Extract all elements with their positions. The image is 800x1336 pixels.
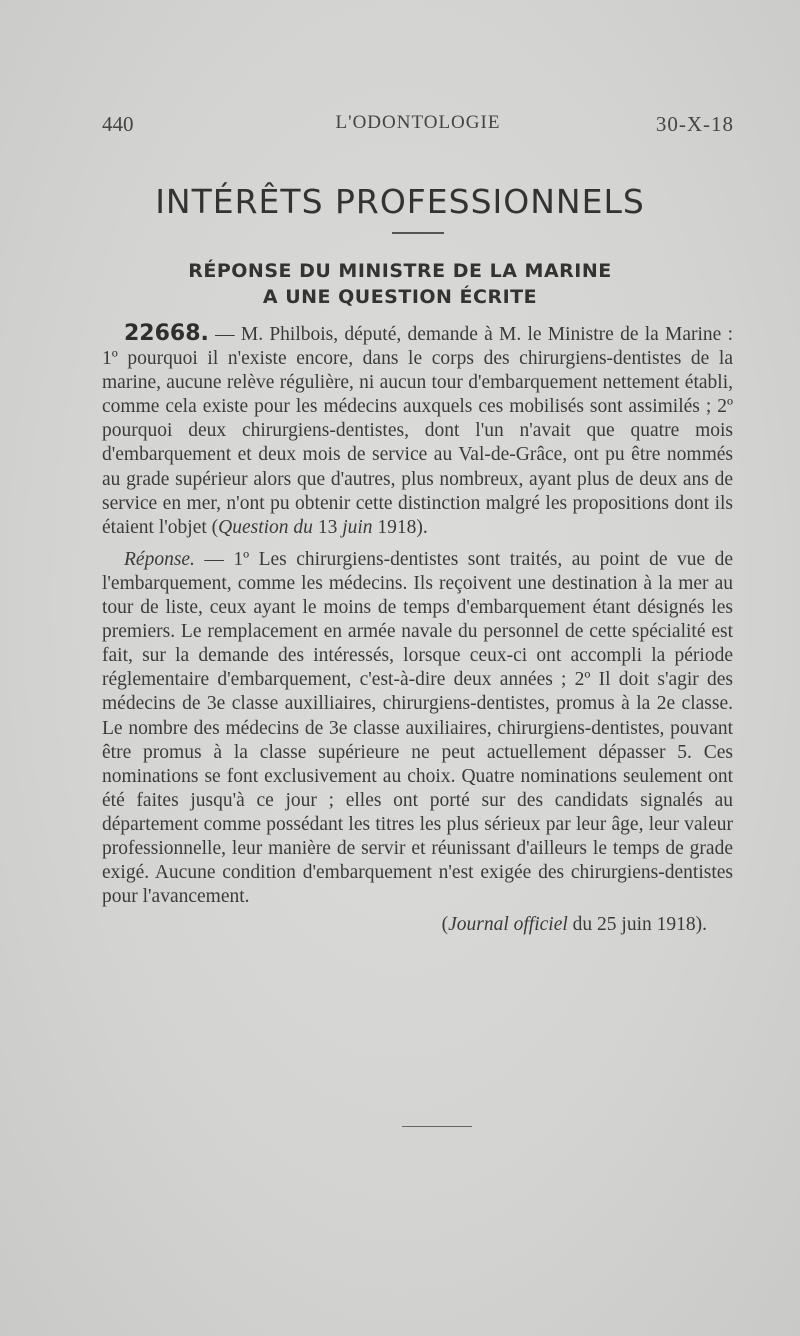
answer-text: — 1º Les chirurgiens-dentistes sont traités, au point de vue de l'embarquement, comme les médecins. Ils reçoivent une destination à la mer au tour de liste, ceux ayant le moins de temps d'embarquement étant désignés les premiers. Le remplacement en armée navale du personnel de cette spécialité est fait, sur la demande des intéressés, lorsque ceux-ci ont accompli la période réglementaire d'embarquement, c'est-à-dire deux années ; 2º Il doit s'agir des médecins de 3e classe auxilliaires, chirurgiens-dentistes, promus à la 2e classe. Le nombre des médecins de 3e classe auxiliaires, chirurgiens-dentistes, pouvant être promus à la classe supérieure ne peut actuellement dépasser 5. Ces nominations se font exclusivement au choix. Quatre nominations seulement ont été faites jusqu'à ce jour ; elles ont porté sur des candidats signalés au département comme possédant les titres les plus sérieux par leur âge, leur valeur professionnelle, leur manière de servir et réunissant d'ailleurs le temps de grade exigé. Aucune condition d'embarquement n'est exigée des chirurgiens-dentistes pour l'avancement. (102, 548, 733, 908)
title-divider (392, 232, 444, 234)
question-text: — M. Philbois, député, demande à M. le Ministre de la Marine : 1º pourquoi il n'existe encore, dans le corps des chirurgiens-dentistes de la marine, aucune relève régulière, ni aucun tour d'embarquement nettement établi, comme cela existe pour les médecins auxquels ces mobilisés sont assimilés ; 2º pourquoi deux chirurgiens-dentistes, dont l'un n'avait que quatre mois d'embarquement et deux mois de service au Val-de-Grâce, ont pu être nommés au grade supérieur alors que d'autres, plus nombreux, ayant plus de deux ans de service en mer, n'ont pu obtenir cette distinction malgré les propositions dont ils étaient l'objet (102, 324, 733, 538)
running-header (102, 112, 734, 136)
subtitle-line-1: RÉPONSE DU MINISTRE DE LA MARINE (188, 260, 612, 282)
issue-date: 30-X-18 (655, 112, 734, 136)
page-number: 440 (102, 112, 134, 136)
answer-paragraph (102, 548, 733, 909)
question-citation: (Question du 13 juin 1918). (211, 516, 428, 538)
journal-title: L'ODONTOLOGIE (335, 112, 501, 133)
article-body (102, 322, 733, 937)
end-divider (402, 1126, 472, 1127)
source-citation: (Journal officiel du 25 juin 1918). (441, 914, 707, 936)
source-journal: Journal officiel (448, 914, 568, 936)
answer-label: Réponse. (124, 548, 195, 570)
subtitle-line-2: A UNE QUESTION ÉCRITE (262, 286, 538, 308)
section-title: INTÉRÊTS PROFESSIONNELS (155, 182, 645, 221)
question-number: 22668. (124, 321, 209, 346)
question-paragraph (102, 322, 733, 540)
